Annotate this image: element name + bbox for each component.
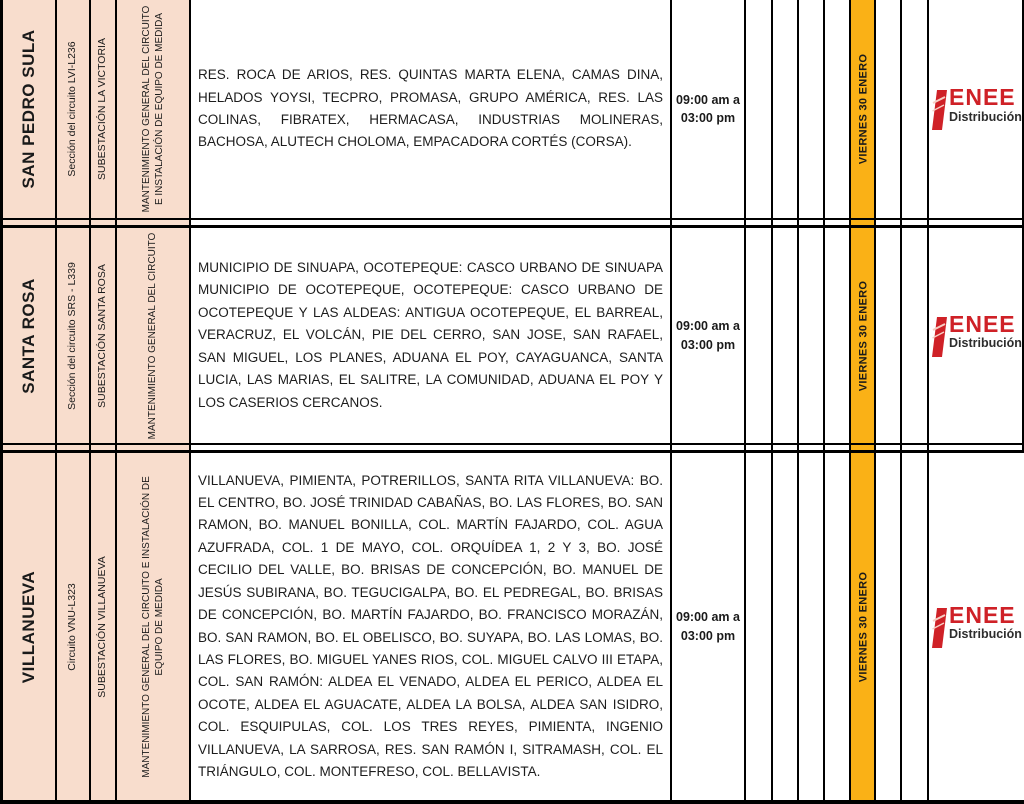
empty-cell: [799, 0, 825, 218]
empty-cell: [825, 0, 851, 218]
work-type-label: MANTENIMIENTO GENERAL DEL CIRCUITO E INSTALACIÓN DE EQUIPO DE MEDIDA: [140, 475, 165, 778]
day-label: VIERNES 30 ENERO: [856, 280, 869, 391]
row-divider: [91, 443, 117, 453]
row-divider: [799, 443, 825, 453]
work-type-cell: [117, 0, 191, 218]
work-type-label: MANTENIMIENTO GENERAL DEL CIRCUITO E INSTALACIÓN DE EQUIPO DE MEDIDA: [140, 5, 165, 213]
row-divider: [851, 443, 876, 453]
logo-text: [949, 601, 1022, 642]
circuit-label: Sección del circuito LVI-L236: [66, 41, 79, 177]
logo-division: Distribución: [949, 109, 1022, 124]
affected-areas-cell: [191, 453, 672, 800]
affected-areas-cell: [191, 0, 672, 218]
time-from: 09:00 am a: [676, 610, 740, 625]
substation-label: SUBESTACIÓN SANTA ROSA: [96, 263, 109, 408]
empty-cell: [825, 228, 851, 443]
affected-areas-cell: [191, 228, 672, 443]
row-divider: [117, 443, 191, 453]
empty-cell: [746, 0, 773, 218]
logo-brand: ENEE: [949, 601, 1016, 628]
time-from: 09:00 am a: [676, 319, 740, 334]
time-from: 09:00 am a: [676, 92, 740, 107]
row-divider: [57, 443, 91, 453]
circuit-cell: [57, 228, 91, 443]
row-divider: [929, 443, 1024, 453]
day-cell: [851, 228, 876, 443]
logo-division: Distribución: [949, 627, 1022, 642]
substation-cell: [91, 0, 117, 218]
city-label: SANTA ROSA: [19, 277, 38, 394]
empty-cell: [902, 453, 929, 800]
city-cell: [3, 228, 57, 443]
day-cell: [851, 0, 876, 218]
time-cell: [672, 0, 746, 218]
enee-bolt-icon: [932, 316, 947, 358]
work-type-cell: [117, 228, 191, 443]
time-cell: [672, 228, 746, 443]
empty-cell: [799, 453, 825, 800]
time-cell: [672, 453, 746, 800]
affected-areas-text: MUNICIPIO DE SINUAPA, OCOTEPEQUE: CASCO URBANO DE SINUAPA MUNICIPIO DE OCOTEPEQUE, OCOTEPEQUE: CASCO URBANO DE OCOTEPEQUE Y LAS ALDEAS: ANTIGUA OCOTEPEQUE, EL BARREAL, VERACRUZ, EL VOLCÁN, PIE DEL CERRO, SAN JOSE, SAN RAFAEL, SAN MIGUEL, LOS PLANES, ADUANA EL POY, CAYAGUANCA, SANTA LUCIA, LAS MARIAS, EL SALITRE, LA COMUNIDAD, ADUANA EL POY Y LOS CASERIOS CERCANOS.: [198, 260, 663, 410]
logo-text: [949, 84, 1022, 124]
empty-cell: [825, 453, 851, 800]
time-to: 03:00 pm: [680, 628, 736, 643]
affected-areas-text: RES. ROCA DE ARIOS, RES. QUINTAS MARTA ELENA, CAMAS DINA, HELADOS YOYSI, TECPRO, PROMASA, GRUPO AMÉRICA, RES. LAS COLINAS, FIBRATEX, HERMACASA, INDUSTRIAS MOLINERAS, BACHOSA, ALUTECH CHOLOMA, EMPACADORA CORTÉS (CORSA).: [198, 67, 663, 150]
city-cell: [3, 0, 57, 218]
empty-cell: [746, 453, 773, 800]
row-divider: [876, 218, 902, 228]
empty-cell: [876, 228, 902, 443]
enee-logo: [929, 310, 1022, 358]
circuit-cell: [57, 0, 91, 218]
time-to: 03:00 pm: [680, 111, 736, 125]
row-divider: [825, 218, 851, 228]
circuit-label: Circuito VNU-L323: [66, 582, 79, 671]
row-divider: [902, 443, 929, 453]
enee-bolt-icon: [932, 89, 947, 131]
empty-cell: [773, 228, 799, 443]
circuit-cell: [57, 453, 91, 800]
substation-cell: [91, 228, 117, 443]
empty-cell: [746, 228, 773, 443]
row-divider: [825, 443, 851, 453]
row-divider: [773, 218, 799, 228]
affected-areas-text: VILLANUEVA, PIMIENTA, POTRERILLOS, SANTA RITA VILLANUEVA: BO. EL CENTRO, BO. JOSÉ TRINIDAD CABAÑAS, BO. LAS FLORES, BO. SAN RAMON, BO. MANUEL BONILLA, COL. MARTÍN FAJARDO, COL. AGUA AZUFRADA, COL. 1 DE MAYO, COL. ORQUÍDEA 1, 2 Y 3, BO. JOSÉ CECILIO DEL VALLE, BO. BRISAS DE CONCEPCIÓN, BO. MANUEL DE JESÚS SUBIRANA, BO. TEGUCIGALPA, BO. EL PEDREGAL, BO. BRISAS DE CONCEPCIÓN, BO. MARTÍN FAJARDO, BO. FRANCISCO MORAZÁN, BO. SAN RAMON, BO. EL OBELISCO, BO. SUYAPA, BO. LAS LOMAS, BO. LAS FLORES, BO. MIGUEL YANES RIOS, COL. MIGUEL CALVO III ETAPA, COL. SAN RAMÓN: ALDEA EL VENADO, ALDEA EL PERICO, ALDEA EL OCOTE, ALDEA EL AGUACATE, ALDEA LA BOLSA, ALDEA SAN ISIDRO, COL. ESQUIPULAS, COL. LOS TRES REYES, PIMIENTA, INGENIO VILLANUEVA, LA SARROSA, RES. SAN RAMÓN I, SITRAMASH, COL. EL TRIÁNGULO, COL. MONTEFRESO, COL. BELLAVISTA.: [198, 472, 663, 779]
row-divider: [672, 443, 746, 453]
row-divider: [799, 218, 825, 228]
logo-brand: ENEE: [949, 84, 1016, 110]
row-divider: [117, 218, 191, 228]
row-divider: [57, 218, 91, 228]
empty-cell: [902, 228, 929, 443]
city-label: VILLANUEVA: [19, 570, 38, 683]
row-divider: [91, 218, 117, 228]
empty-cell: [799, 228, 825, 443]
day-label: VIERNES 30 ENERO: [856, 571, 869, 682]
logo-cell: [929, 453, 1024, 800]
empty-cell: [876, 453, 902, 800]
logo-division: Distribución: [949, 336, 1022, 351]
empty-cell: [773, 0, 799, 218]
empty-cell: [773, 453, 799, 800]
city-cell: [3, 453, 57, 800]
row-divider: [672, 218, 746, 228]
row-divider: [3, 218, 57, 228]
logo-brand: ENEE: [949, 310, 1016, 337]
row-divider: [929, 218, 1024, 228]
substation-label: SUBESTACIÓN VILLANUEVA: [96, 555, 109, 698]
enee-bolt-icon: [932, 607, 947, 649]
substation-cell: [91, 453, 117, 800]
empty-cell: [876, 0, 902, 218]
row-divider: [746, 218, 773, 228]
enee-logo: [929, 84, 1022, 131]
work-type-cell: [117, 453, 191, 800]
day-label: VIERNES 30 ENERO: [856, 53, 869, 165]
substation-label: SUBESTACIÓN LA VICTORIA: [96, 38, 109, 180]
logo-text: [949, 310, 1022, 351]
row-divider: [851, 218, 876, 228]
circuit-label: Sección del circuito SRS - L339: [66, 261, 79, 410]
row-divider: [773, 443, 799, 453]
city-label: SAN PEDRO SULA: [19, 29, 38, 189]
empty-cell: [902, 0, 929, 218]
row-divider: [876, 443, 902, 453]
day-cell: [851, 453, 876, 800]
enee-logo: [929, 601, 1022, 649]
row-divider: [746, 443, 773, 453]
row-divider: [191, 443, 672, 453]
logo-cell: [929, 0, 1024, 218]
row-divider: [902, 218, 929, 228]
row-divider: [191, 218, 672, 228]
time-to: 03:00 pm: [680, 337, 736, 352]
logo-cell: [929, 228, 1024, 443]
row-divider: [3, 443, 57, 453]
work-type-label: MANTENIMIENTO GENERAL DEL CIRCUITO: [147, 232, 159, 439]
